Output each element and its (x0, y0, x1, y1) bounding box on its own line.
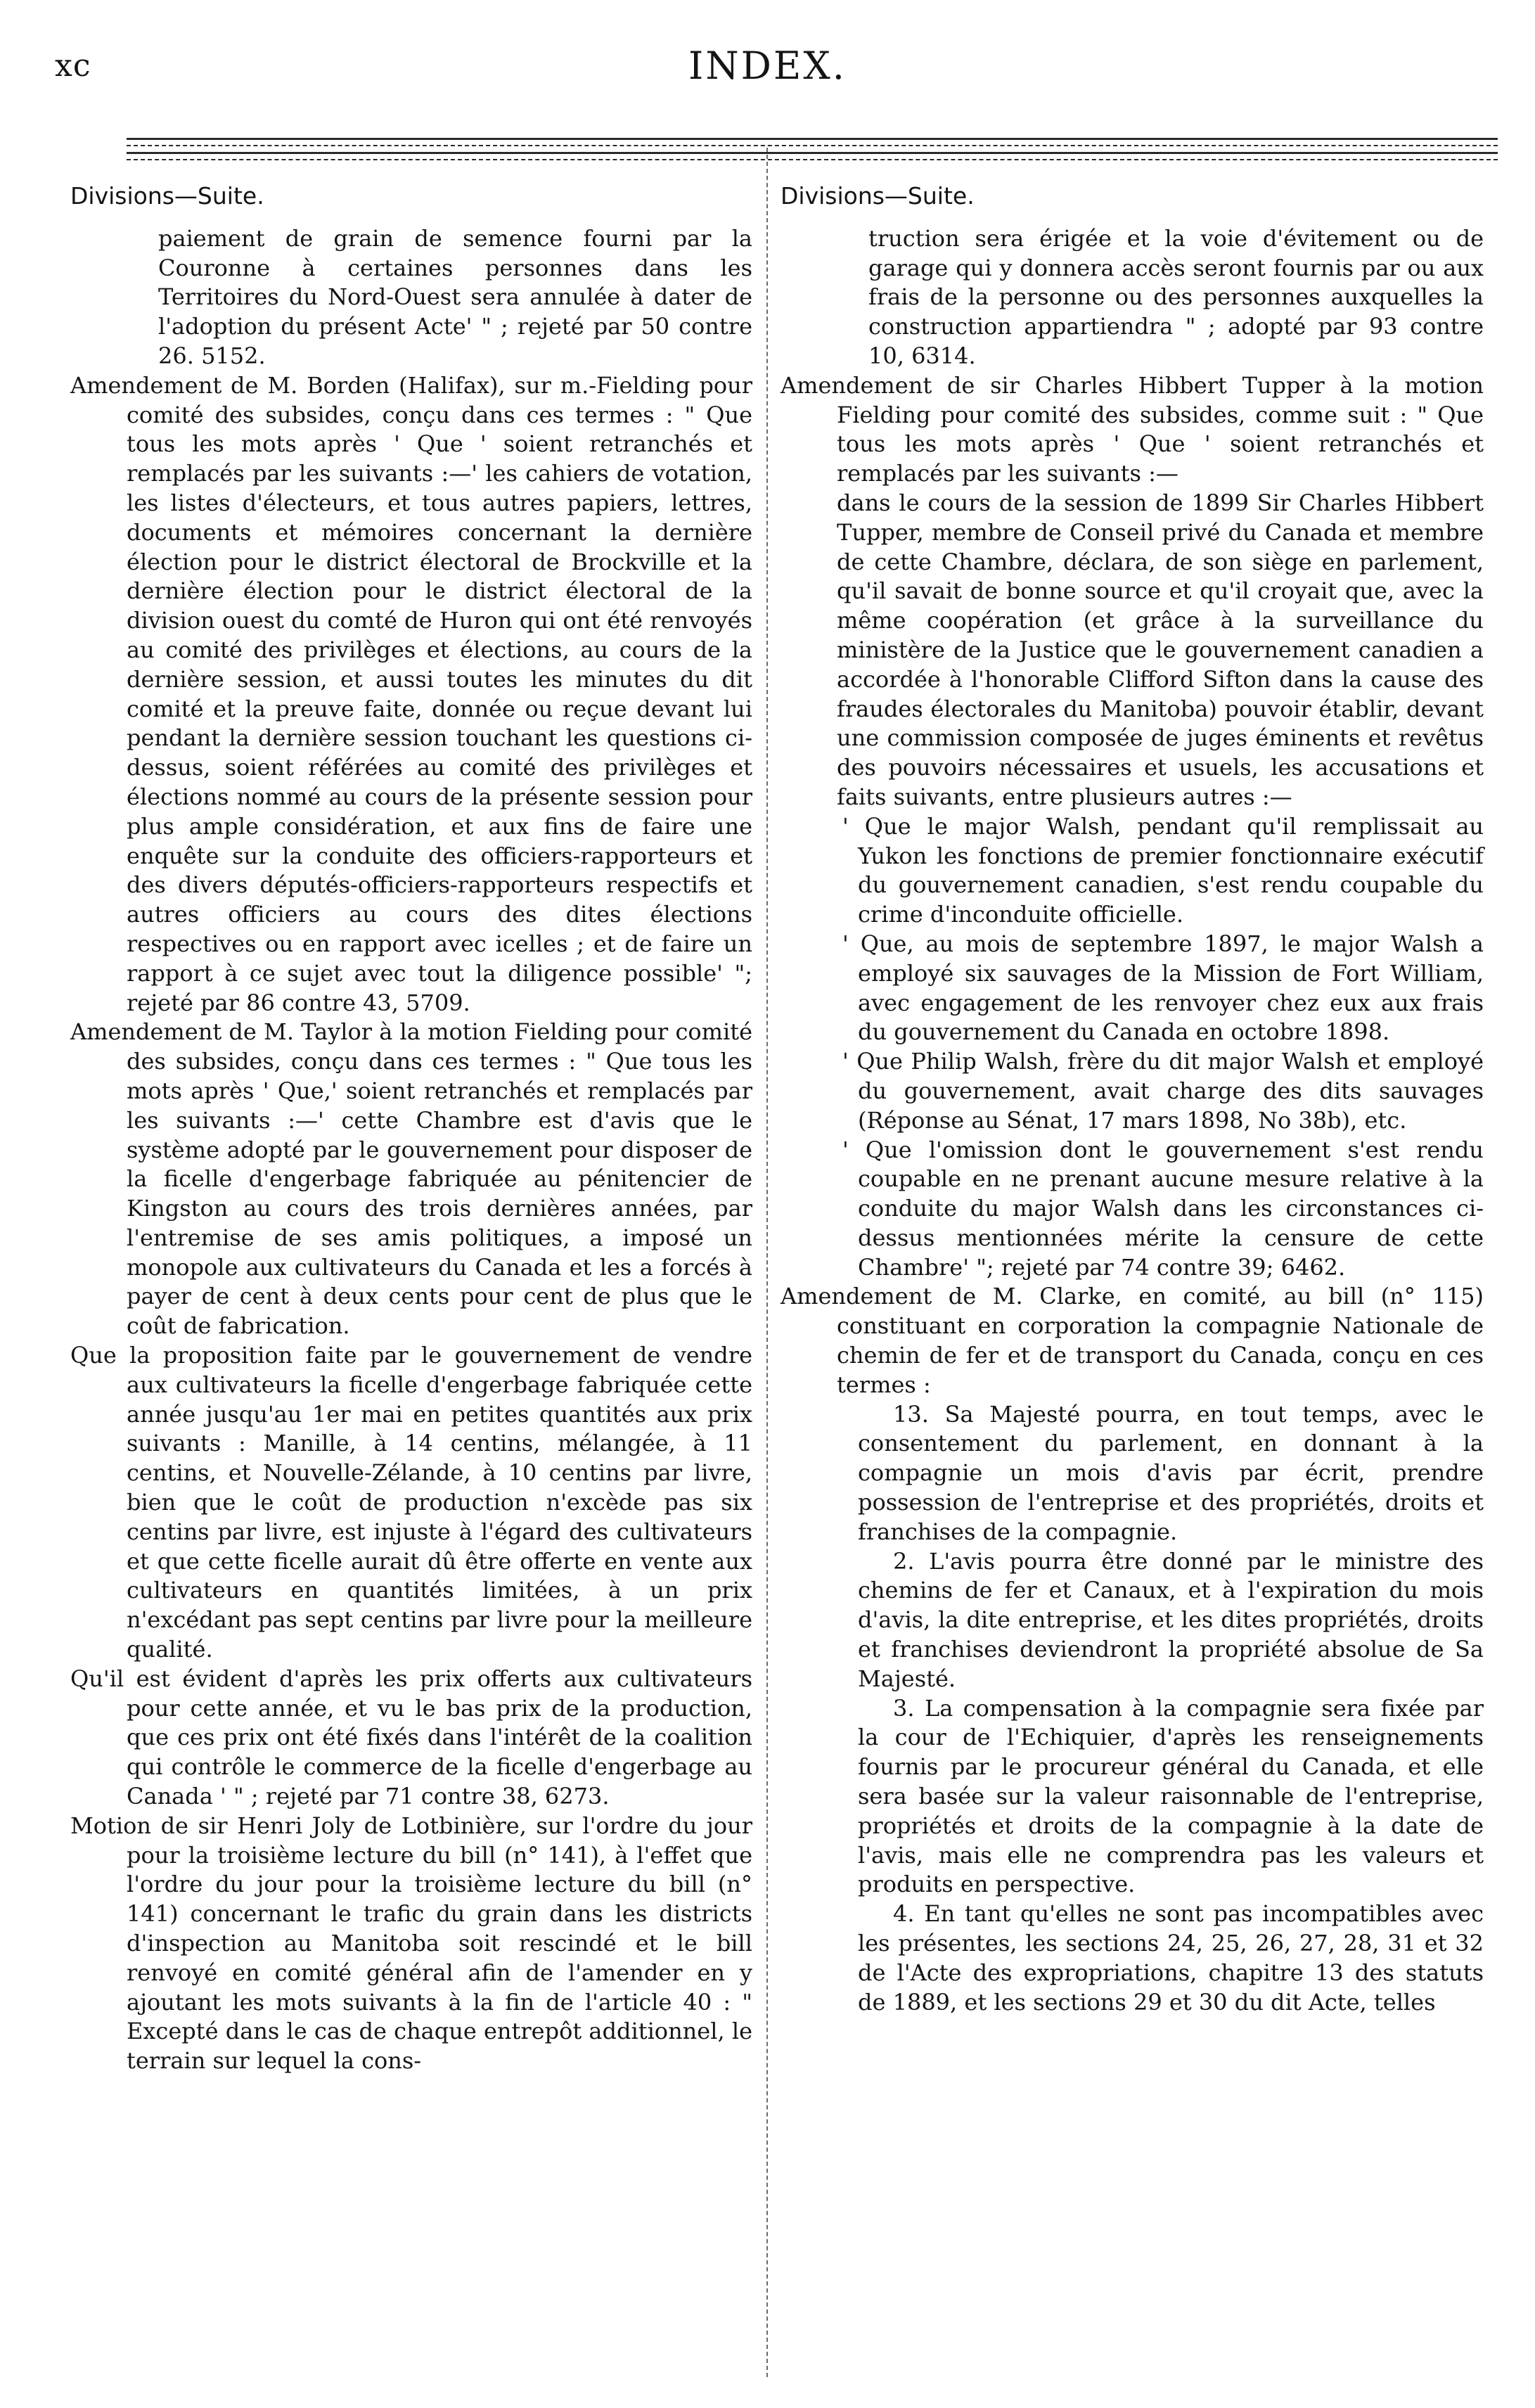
page-title: INDEX. (688, 44, 847, 88)
index-quote: ' Que Philip Walsh, frère du dit major Walsh et employé du gouvernement, avait charge des dits sauvages (Réponse au Sénat, 17 mars 1898, No 38b), etc. (842, 1048, 1484, 1134)
index-entry: Que la proposition faite par le gouvernement de vendre aux cultivateurs la ficelle d'engerbage fabriquée cette année jusqu'au 1er mai en petites quantités aux prix suivants : Manille, à 14 centins, mélangée, à 11 centins, et Nouvelle-Zélande, à 10 centins par livre, bien que le coût de production n'excède pas six centins par livre, est injuste à l'égard des cultivateurs et que cette ficelle aurait dû être offerte en vente aux cultivateurs en quantités limitées, à un prix n'excédant pas sept centins par livre pour la meilleure qualité. (70, 1342, 752, 1663)
bill-clause: 2. L'avis pourra être donné par le ministre des chemins de fer et Canaux, et à l'expiration du mois d'avis, la dite entreprise, et les dites propriétés, droits et franchises deviendront la propriété absolue de Sa Majesté. (858, 1547, 1484, 1692)
index-quote: ' Que l'omission dont le gouvernement s'est rendu coupable en ne prenant aucune mesure relative à la conduite du major Walsh dans les circonstances ci-dessus mentionnées mérite la censure de cette Chambre' "; rejeté par 74 contre 39; 6462. (842, 1136, 1484, 1281)
header-rule (127, 152, 1498, 154)
index-entry: Qu'il est évident d'après les prix offerts aux cultivateurs pour cette année, et vu le bas prix de la production, que ces prix ont été fixés dans l'intérêt de la coalition qui contrôle le commerce de la ficelle d'engerbage au Canada ' " ; rejeté par 71 contre 38, 6273. (70, 1665, 752, 1810)
section-heading: Divisions—Suite. (70, 182, 264, 210)
index-quote: ' Que, au mois de septembre 1897, le major Walsh a employé six sauvages de la Mission de Fort William, avec engagement de les renvoyer chez eux aux frais du gouvernement du Canada en octobre 1898. (842, 930, 1484, 1046)
index-quote: ' Que le major Walsh, pendant qu'il remplissait au Yukon les fonctions de premier fonctionnaire exécutif du gouvernement canadien, s'est rendu coupable du crime d'inconduite officielle. (842, 812, 1484, 928)
header-rule (127, 159, 1498, 160)
bill-clause: 3. La compensation à la compagnie sera fixée par la cour de l'Echiquier, d'après les renseignements fournis par le procureur général du Canada, et elle sera basée sur la valeur raisonnable de l'entreprise, propriétés et droits de la compagnie à la date de l'avis, mais elle ne comprendra pas les valeurs et produits en perspective. (858, 1694, 1484, 1898)
right-column (781, 181, 1484, 2017)
index-entry: paiement de grain de semence fourni par la Couronne à certaines personnes dans les Territoires du Nord-Ouest sera annulée à dater de l'adoption du présent Acte' " ; rejeté par 50 contre 26. 5152. (158, 224, 752, 369)
index-entry: Amendement de M. Clarke, en comité, au bill (n° 115) constituant en corporation la compagnie Nationale de chemin de fer et de transport du Canada, conçu en ces termes : (781, 1283, 1484, 1398)
bill-clause: 13. Sa Majesté pourra, en tout temps, avec le consentement du parlement, en donnant à la compagnie un mois d'avis par écrit, prendre possession de l'entreprise et des propriétés, droits et franchises de la compagnie. (858, 1400, 1484, 1545)
index-entry: Amendement de M. Taylor à la motion Fielding pour comité des subsides, conçu dans ces termes : " Que tous les mots après ' Que,' soient retranchés et remplacés par les suivants :—' cette Chambre est d'avis que le système adopté par le gouvernement pour disposer de la ficelle d'engerbage fabriquée au pénitencier de Kingston au cours des trois dernières années, par l'entremise de ses amis politiques, a imposé un monopole aux cultivateurs du Canada et les a forcés à payer de cent à deux cents pour cent de plus que le coût de fabrication. (70, 1018, 752, 1340)
index-subentry: dans le cours de la session de 1899 Sir Charles Hibbert Tupper, membre de Conseil privé du Canada et membre de cette Chambre, déclara, de son siège en parlement, qu'il savait de bonne source et qu'il croyait que, avec la même coopération (et grâce à la surveillance du ministère de la Justice que le gouvernement canadien a accordée à l'honorable Clifford Sifton dans la cause des fraudes électorales du Manitoba) pouvoir établir, devant une commission composée de juges éminents et revêtus des pouvoirs nécessaires et usuels, les accusations et faits suivants, entre plusieurs autres :— (837, 489, 1484, 810)
bill-clause: 4. En tant qu'elles ne sont pas incompatibles avec les présentes, les sections 24, 25, 26, 27, 28, 31 et 32 de l'Acte des expropriations, chapitre 13 des statuts de 1889, et les sections 29 et 30 du dit Acte, telles (858, 1900, 1484, 2016)
index-entry: Motion de sir Henri Joly de Lotbinière, sur l'ordre du jour pour la troisième lecture du bill (n° 141), à l'effet que l'ordre du jour pour la troisième lecture du bill (n° 141) concernant le trafic du grain dans les districts d'inspection au Manitoba soit rescindé et le bill renvoyé en comité général afin de l'amender en y ajoutant les mots suivants à la fin de l'article 40 : " Excepté dans le cas de chaque entrepôt additionnel, le terrain sur lequel la cons- (70, 1812, 752, 2075)
index-entry: Amendement de M. Borden (Halifax), sur m.-Fielding pour comité des subsides, conçu dans ces termes : " Que tous les mots après ' Que ' soient retranchés et remplacés par les suivants :—' les cahiers de votation, les listes d'électeurs, et tous autres papiers, lettres, documents et mémoires concernant la dernière élection pour le district électoral de Brockville et la dernière élection pour le district électoral de la division ouest du comté de Huron qui ont été renvoyés au comité des privilèges et élections, au cours de la dernière session, et aussi toutes les minutes du dit comité et la preuve faite, donnée ou reçue devant lui pendant la dernière session touchant les questions ci-dessus, soient référées au comité des privilèges et élections nommé au cours de la présente session pour plus ample considération, et aux fins de faire une enquête sur la conduite des officiers-rapporteurs et des divers députés-officiers-rapporteurs respectifs et autres officiers au cours des dites élections respectives ou en rapport avec icelles ; et de faire un rapport à ce sujet avec tout la diligence possible' "; rejeté par 86 contre 43, 5709. (70, 371, 752, 1016)
index-entry: truction sera érigée et la voie d'évitement ou de garage qui y donnera accès seront fournis par ou aux frais de la personne ou des personnes auxquelles la construction appartiendra " ; adopté par 93 contre 10, 6314. (868, 224, 1484, 369)
index-entry: Amendement de sir Charles Hibbert Tupper à la motion Fielding pour comité des subsides, comme suit : " Que tous les mots après ' Que ' soient retranchés et remplacés par les suivants :— (781, 371, 1484, 487)
header-rule (127, 145, 1498, 146)
header-rule (127, 138, 1498, 140)
column-divider (766, 148, 768, 2377)
page-number: xc (55, 48, 91, 84)
left-column (70, 181, 752, 2076)
section-heading: Divisions—Suite. (781, 182, 975, 210)
